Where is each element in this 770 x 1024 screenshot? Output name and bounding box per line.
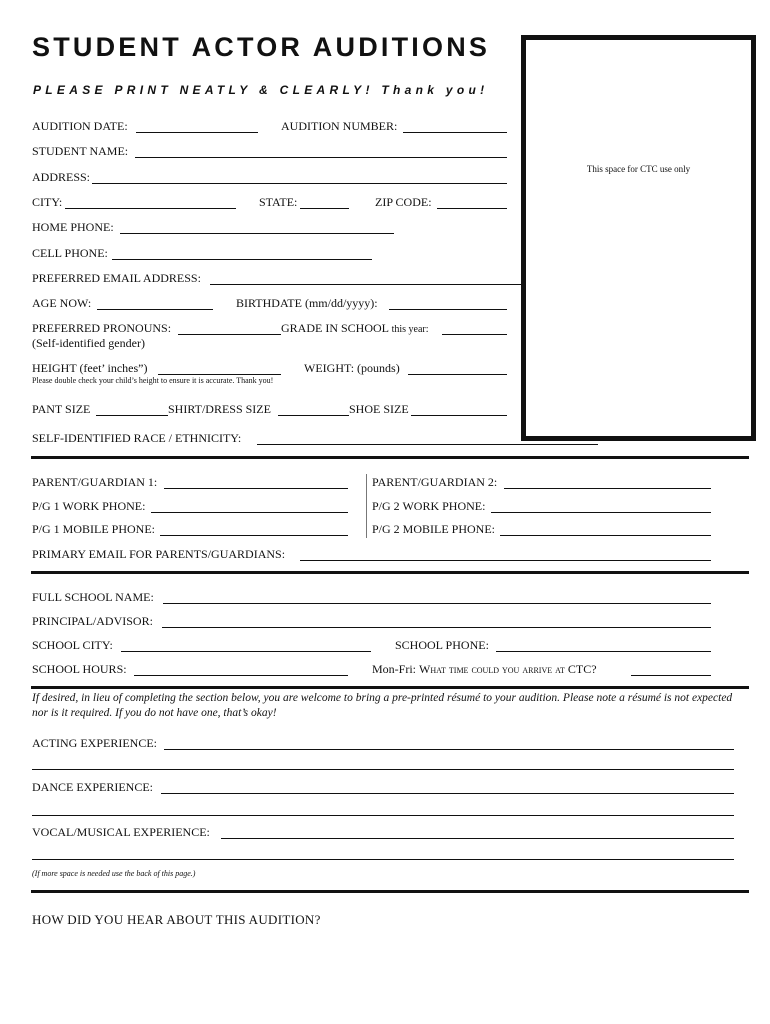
email-field[interactable]: [210, 284, 521, 285]
primary-email-label: PRIMARY EMAIL FOR PARENTS/GUARDIANS:: [32, 547, 286, 561]
pronouns-note: (Self-identified gender): [32, 336, 145, 350]
acting-label: ACTING EXPERIENCE:: [32, 736, 157, 750]
dance-field-line-2[interactable]: [32, 815, 734, 816]
primary-email-field[interactable]: [300, 560, 711, 561]
dance-field[interactable]: [161, 793, 734, 794]
pronouns-label: PREFERRED PRONOUNS:: [32, 321, 172, 335]
school-phone-field[interactable]: [496, 651, 711, 652]
city-label: CITY:: [32, 195, 63, 209]
birthdate-label: BIRTHDATE (mm/dd/yyyy):: [236, 296, 378, 310]
race-field[interactable]: [257, 444, 598, 445]
audition-date-field[interactable]: [136, 132, 258, 133]
home-phone-label: HOME PHONE:: [32, 220, 114, 234]
acting-field[interactable]: [164, 749, 734, 750]
section-divider: [31, 456, 749, 459]
pg1-mobile-label: P/G 1 MOBILE PHONE:: [32, 522, 156, 536]
pg1-mobile-field[interactable]: [160, 535, 348, 536]
vocal-field[interactable]: [221, 838, 734, 839]
ctc-use-only-box: [521, 35, 756, 441]
principal-label: PRINCIPAL/ADVISOR:: [32, 614, 153, 628]
arrival-prefix: Mon-Fri:: [372, 662, 420, 676]
dance-label: DANCE EXPERIENCE:: [32, 780, 153, 794]
grade-label-text: GRADE IN SCHOOL: [281, 321, 389, 335]
school-phone-label: SCHOOL PHONE:: [395, 638, 489, 652]
zip-code-field[interactable]: [437, 208, 507, 209]
more-space-note: (If more space is needed use the back of this page.): [32, 869, 196, 878]
home-phone-field[interactable]: [120, 233, 394, 234]
shirt-size-field[interactable]: [278, 415, 349, 416]
arrival-question: What time could you arrive at: [419, 662, 565, 676]
grade-note: this year:: [391, 324, 429, 335]
shoe-size-label: SHOE SIZE: [349, 402, 409, 416]
age-now-field[interactable]: [97, 309, 213, 310]
grade-label: [281, 321, 429, 336]
pronouns-field[interactable]: [178, 334, 281, 335]
school-hours-field[interactable]: [134, 675, 348, 676]
weight-field[interactable]: [408, 374, 507, 375]
pg1-field[interactable]: [164, 488, 348, 489]
shoe-size-field[interactable]: [411, 415, 507, 416]
section-divider: [31, 890, 749, 893]
student-name-field[interactable]: [135, 157, 507, 158]
race-label: SELF-IDENTIFIED RACE / ETHNICITY:: [32, 431, 242, 445]
how-heard-question: HOW DID YOU HEAR ABOUT THIS AUDITION?: [32, 912, 321, 927]
height-field[interactable]: [158, 374, 281, 375]
birthdate-field[interactable]: [389, 309, 507, 310]
section-divider: [31, 686, 749, 689]
pg1-work-field[interactable]: [151, 512, 348, 513]
grade-field[interactable]: [442, 334, 507, 335]
school-city-label: SCHOOL CITY:: [32, 638, 113, 652]
acting-field-line-2[interactable]: [32, 769, 734, 770]
audition-date-label: AUDITION DATE:: [32, 119, 128, 133]
zip-code-label: ZIP CODE:: [375, 195, 432, 209]
pg2-field[interactable]: [504, 488, 711, 489]
pg1-work-label: P/G 1 WORK PHONE:: [32, 499, 146, 513]
pant-size-field[interactable]: [96, 415, 168, 416]
vocal-field-line-2[interactable]: [32, 859, 734, 860]
school-name-field[interactable]: [163, 603, 711, 604]
pg2-work-label: P/G 2 WORK PHONE:: [372, 499, 486, 513]
cell-phone-label: CELL PHONE:: [32, 246, 108, 260]
city-field[interactable]: [65, 208, 236, 209]
state-field[interactable]: [300, 208, 349, 209]
vocal-label: VOCAL/MUSICAL EXPERIENCE:: [32, 825, 210, 839]
ctc-note: This space for CTC use only: [586, 164, 691, 174]
pg2-label: PARENT/GUARDIAN 2:: [372, 475, 498, 489]
pg2-mobile-field[interactable]: [500, 535, 711, 536]
arrival-time-label: [372, 662, 597, 676]
resume-note: If desired, in lieu of completing the section below, you are welcome to bring a pre-printed résumé to your audition. Please note a résumé is not expected nor is it required. If you do not have one, that’s okay!: [32, 692, 733, 719]
section-divider: [31, 571, 749, 574]
height-note: Please double check your child’s height to ensure it is accurate. Thank you!: [32, 376, 274, 385]
audition-number-field[interactable]: [403, 132, 507, 133]
school-name-label: FULL SCHOOL NAME:: [32, 590, 154, 604]
column-divider: [366, 474, 367, 538]
pg2-mobile-label: P/G 2 MOBILE PHONE:: [372, 522, 496, 536]
age-now-label: AGE NOW:: [32, 296, 92, 310]
state-label: STATE:: [259, 195, 298, 209]
print-instruction: PLEASE PRINT NEATLY & CLEARLY! Thank you!: [33, 83, 489, 97]
pg1-label: PARENT/GUARDIAN 1:: [32, 475, 158, 489]
email-label: PREFERRED EMAIL ADDRESS:: [32, 271, 201, 285]
arrival-time-field[interactable]: [631, 675, 711, 676]
audition-number-label: AUDITION NUMBER:: [281, 119, 398, 133]
arrival-ctc: CTC?: [567, 662, 597, 676]
address-label: ADDRESS:: [32, 170, 91, 184]
school-city-field[interactable]: [121, 651, 371, 652]
shirt-size-label: SHIRT/DRESS SIZE: [168, 402, 271, 416]
pg2-work-field[interactable]: [491, 512, 711, 513]
cell-phone-field[interactable]: [112, 259, 372, 260]
form-title: STUDENT ACTOR AUDITIONS: [32, 32, 491, 62]
height-label: HEIGHT (feet’ inches”): [32, 361, 148, 375]
school-hours-label: SCHOOL HOURS:: [32, 662, 127, 676]
principal-field[interactable]: [162, 627, 711, 628]
pant-size-label: PANT SIZE: [32, 402, 91, 416]
weight-label: WEIGHT: (pounds): [304, 361, 400, 375]
student-name-label: STUDENT NAME:: [32, 144, 129, 158]
address-field[interactable]: [92, 183, 507, 184]
